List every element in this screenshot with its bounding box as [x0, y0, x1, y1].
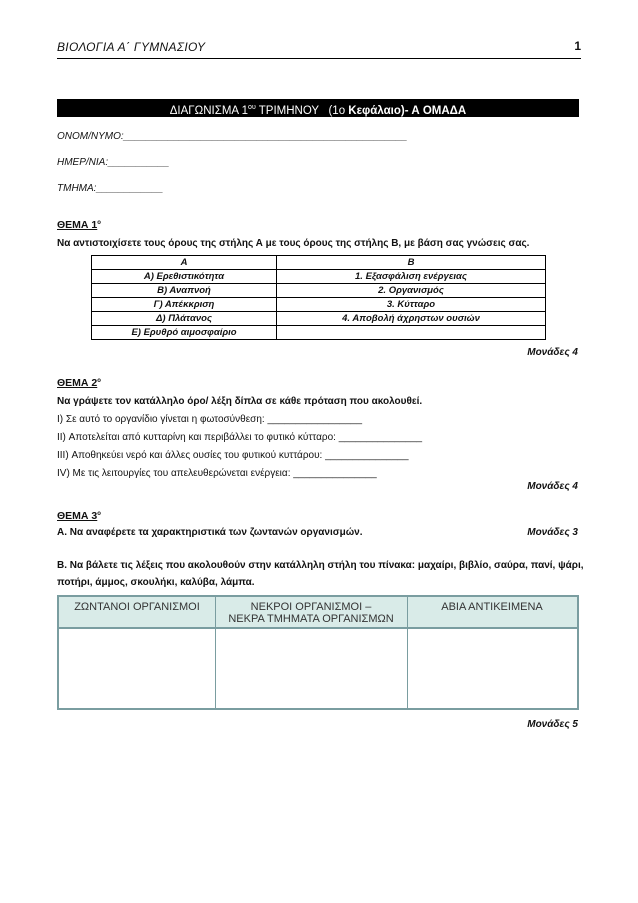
- column-b-cell: 4. Αποβολή άχρηστων ουσιών: [277, 312, 546, 326]
- theme2-heading: [57, 377, 101, 389]
- page-header: [57, 36, 581, 59]
- banner-sup: ου: [248, 104, 256, 111]
- class-field[interactable]: ΤΜΗΜΑ:____________: [57, 183, 164, 194]
- table-row: [92, 270, 546, 284]
- theme3-sup: ο: [97, 511, 101, 517]
- table-row: [92, 284, 546, 298]
- dead-organisms-header: [215, 601, 407, 625]
- column-a-header: Α: [92, 256, 277, 270]
- date-field[interactable]: ΗΜΕΡ/ΝΙΑ:___________: [57, 157, 170, 168]
- banner-prefix: ΔΙΑΓΩΝΙΣΜΑ 1: [169, 105, 249, 117]
- theme1-units: Μονάδες 4: [527, 347, 578, 358]
- banner-middle: ΤΡΙΜΗΝΟΥ (1ο: [255, 105, 349, 117]
- theme3-units: Μονάδες 5: [527, 719, 578, 730]
- column-a-cell: Ε) Ερυθρό αιμοσφαίριο: [92, 326, 277, 340]
- theme3-heading: [57, 510, 101, 522]
- column-a-cell: Δ) Πλάτανος: [92, 312, 277, 326]
- exam-title-banner: [57, 99, 579, 117]
- theme3-label: ΘΕΜΑ 3: [57, 510, 98, 522]
- dead-organisms-header-line1: ΝΕΚΡΟΙ ΟΡΓΑΝΙΣΜΟΙ –: [250, 601, 372, 613]
- theme2-item[interactable]: III) Αποθηκεύει νερό και άλλες ουσίες του φυτικού κυττάρου: _______________: [57, 450, 409, 461]
- theme2-instruction: Να γράψετε τον κατάλληλο όρο/ λέξη δίπλα σε κάθε πρόταση που ακολουθεί.: [57, 396, 423, 407]
- table-row: [92, 298, 546, 312]
- column-a-cell: Β) Αναπνοή: [92, 284, 277, 298]
- column-b-cell: 3. Κύτταρο: [277, 298, 546, 312]
- theme2-label: ΘΕΜΑ 2: [57, 377, 98, 389]
- living-organisms-header: ΖΩΝΤΑΝΟΙ ΟΡΓΑΝΙΣΜΟΙ: [74, 601, 200, 613]
- dead-organisms-header-line2: ΝΕΚΡΑ ΤΜΗΜΑΤΑ ΟΡΓΑΝΙΣΜΩΝ: [228, 613, 394, 625]
- header-title: ΒΙΟΛΟΓΙΑ Α΄ ΓΥΜΝΑΣΙΟΥ: [57, 40, 206, 54]
- organism-classification-table: [57, 595, 579, 710]
- inanimate-objects-header: ΑΒΙΑ ΑΝΤΙΚΕΙΜΕΝΑ: [441, 601, 543, 613]
- living-organisms-column[interactable]: [59, 597, 216, 708]
- column-b-cell: 2. Οργανισμός: [277, 284, 546, 298]
- theme2-units: Μονάδες 4: [527, 481, 578, 492]
- table-header-row: [92, 256, 546, 270]
- banner-bold: Κεφάλαιο)- Α ΟΜΑΔΑ: [348, 105, 467, 117]
- theme2-item[interactable]: I) Σε αυτό το οργανίδιο γίνεται η φωτοσύνθεση: _________________: [57, 414, 362, 425]
- column-b-header: Β: [277, 256, 546, 270]
- theme1-instruction: Να αντιστοιχίσετε τους όρους της στήλης Α με τους όρους της στήλης Β, με βάση σας γνώσεις σας.: [57, 238, 530, 249]
- matching-table: [91, 255, 546, 340]
- name-field[interactable]: ΟΝΟΜ/ΝΥΜΟ:___________________________________________________: [57, 131, 408, 142]
- theme3-part-b-line1: Β. Να βάλετε τις λέξεις που ακολουθούν στην κατάλληλη στήλη του πίνακα: μαχαίρι, βιβλίο, σαύρα, πανί, ψάρι,: [57, 560, 584, 571]
- column-a-cell: Α) Ερεθιστικότητα: [92, 270, 277, 284]
- table-row: [92, 326, 546, 340]
- page-number: 1: [574, 39, 581, 53]
- column-a-cell: Γ) Απέκκριση: [92, 298, 277, 312]
- column-b-cell: [277, 326, 546, 340]
- theme3-part-b-line2: ποτήρι, άμμος, σκουλήκι, καλύβα, λάμπα.: [57, 577, 255, 588]
- theme3-part-a: Α. Να αναφέρετε τα χαρακτηριστικά των ζωντανών οργανισμών.: [57, 527, 363, 538]
- theme1-sup: ο: [97, 220, 101, 226]
- theme3-part-a-units: Μονάδες 3: [527, 527, 578, 538]
- theme2-sup: ο: [97, 378, 101, 384]
- theme2-item[interactable]: IV) Με τις λειτουργίες του απελευθερώνεται ενέργεια: _______________: [57, 468, 377, 479]
- theme1-label: ΘΕΜΑ 1: [57, 219, 98, 231]
- table-row: [92, 312, 546, 326]
- theme2-item[interactable]: II) Αποτελείται από κυτταρίνη και περιβάλλει το φυτικό κύτταρο: _______________: [57, 432, 423, 443]
- column-b-cell: 1. Εξασφάλιση ενέργειας: [277, 270, 546, 284]
- theme1-heading: [57, 219, 101, 231]
